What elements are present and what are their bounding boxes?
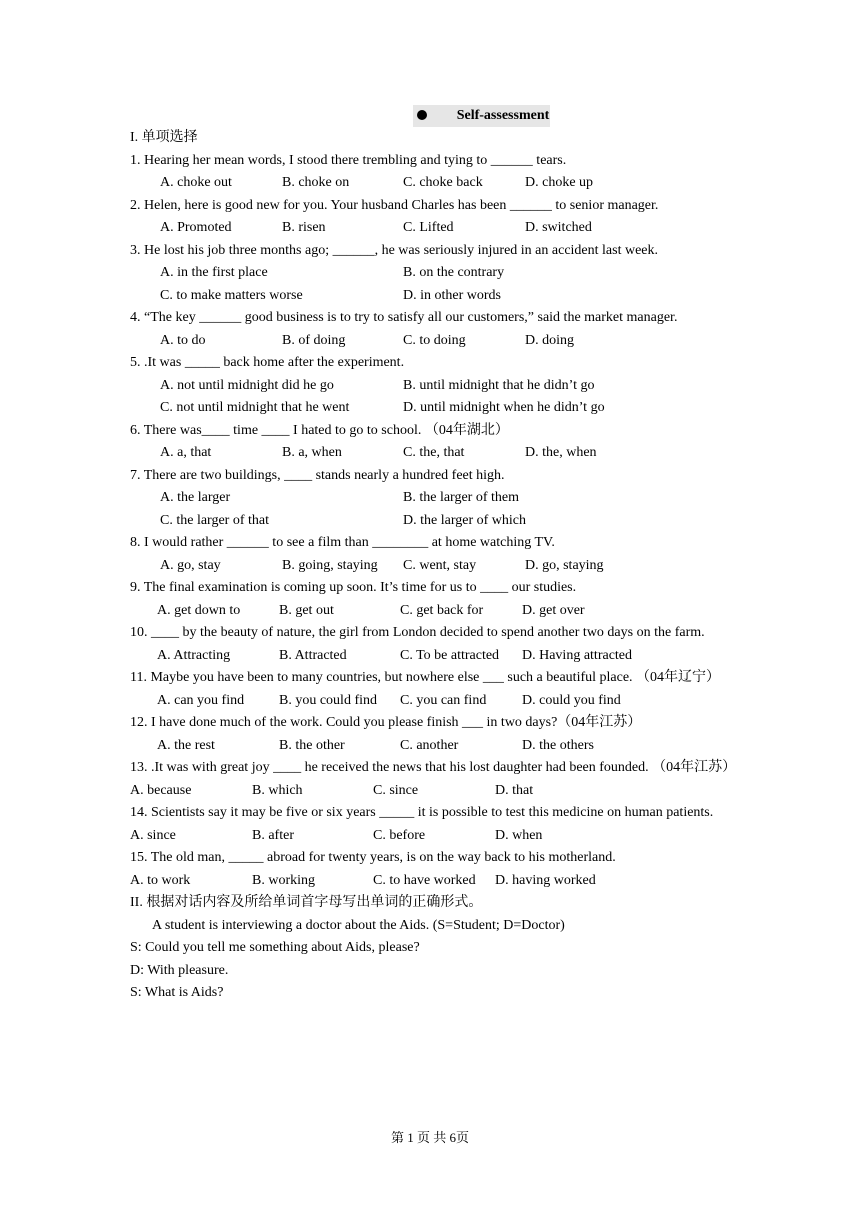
option-row xyxy=(130,262,733,285)
answer-option: B. get out xyxy=(279,602,334,618)
answer-option: A. Attracting xyxy=(157,647,231,663)
option-row xyxy=(130,825,733,848)
answer-option: A. not until midnight did he go xyxy=(160,377,334,393)
answer-option: A. choke out xyxy=(160,175,232,190)
option-row xyxy=(130,555,733,578)
answer-option: C. choke back xyxy=(403,175,483,190)
answer-option: B. the larger of them xyxy=(403,490,519,505)
option-row xyxy=(130,487,733,510)
answer-option: A. Promoted xyxy=(160,220,232,235)
option-row xyxy=(130,172,733,195)
answer-option: C. get back for xyxy=(400,602,484,618)
question-list xyxy=(130,150,737,893)
option-row xyxy=(130,442,733,465)
section-1-title: I. 单项选择 xyxy=(130,130,198,145)
answer-option: A. in the first place xyxy=(160,265,268,280)
answer-option: B. of doing xyxy=(282,332,346,348)
question-stem: 7. There are two buildings, ____ stands nearly a hundred feet high. xyxy=(130,467,505,483)
answer-option: D. could you find xyxy=(522,692,621,708)
question-stem: 6. There was____ time ____ I hated to go to school. （04年湖北） xyxy=(130,422,509,438)
page-title: Self-assessment xyxy=(456,108,550,123)
answer-option: D. doing xyxy=(525,332,574,348)
answer-option: B. after xyxy=(252,827,294,843)
question-item xyxy=(130,307,733,352)
section-2-intro: A student is interviewing a doctor about the Aids. (S=Student; D=Doctor) xyxy=(152,917,565,933)
question-stem: 4. “The key ______ good business is to try to satisfy all our customers,” said the market manager. xyxy=(130,310,678,325)
answer-option: C. went, stay xyxy=(403,557,477,573)
answer-option: B. Attracted xyxy=(279,647,347,663)
option-row xyxy=(130,285,733,308)
answer-option: A. a, that xyxy=(160,445,212,460)
question-stem: 14. Scientists say it may be five or six years _____ it is possible to test this medicine on human patients. xyxy=(130,805,714,820)
document-page xyxy=(130,105,737,1005)
option-row xyxy=(130,780,733,803)
question-stem: 8. I would rather ______ to see a film than ________ at home watching TV. xyxy=(130,535,555,550)
question-item xyxy=(130,352,733,420)
answer-option: D. until midnight when he didn’t go xyxy=(403,400,605,415)
option-row xyxy=(130,397,733,420)
question-item xyxy=(130,847,733,892)
answer-option: C. not until midnight that he went xyxy=(160,400,350,415)
answer-option: B. the other xyxy=(279,737,345,753)
section-2-title: II. 根据对话内容及所给单词首字母写出单词的正确形式。 xyxy=(130,895,483,910)
question-stem: 3. He lost his job three months ago; ______, he was seriously injured in an accident last week. xyxy=(130,242,659,258)
answer-option: B. going, staying xyxy=(282,557,378,573)
answer-option: D. when xyxy=(495,827,543,843)
answer-option: A. since xyxy=(130,827,176,843)
answer-option: D. the, when xyxy=(525,445,597,460)
header xyxy=(130,105,733,127)
answer-option: C. to doing xyxy=(403,332,466,348)
question-item xyxy=(130,622,733,667)
answer-option: A. can you find xyxy=(157,692,245,708)
answer-option: B. until midnight that he didn’t go xyxy=(403,377,595,393)
answer-option: C. Lifted xyxy=(403,220,454,235)
question-stem: 15. The old man, _____ abroad for twenty years, is on the way back to his motherland. xyxy=(130,850,616,865)
question-stem: 10. ____ by the beauty of nature, the girl from London decided to spend another two days on the farm. xyxy=(130,625,705,640)
answer-option: D. choke up xyxy=(525,175,594,190)
question-item xyxy=(130,667,733,712)
answer-option: A. the larger xyxy=(160,490,231,505)
bullet-icon xyxy=(417,110,427,120)
answer-option: C. another xyxy=(400,737,459,753)
option-row xyxy=(130,600,733,623)
question-item xyxy=(130,150,733,195)
answer-option: D. having worked xyxy=(495,872,596,888)
question-item xyxy=(130,532,733,577)
answer-option: B. which xyxy=(252,782,303,798)
answer-option: D. Having attracted xyxy=(522,647,633,663)
answer-option: D. in other words xyxy=(403,287,501,303)
question-stem: 5. .It was _____ back home after the experiment. xyxy=(130,355,405,370)
option-row xyxy=(130,375,733,398)
question-stem: 2. Helen, here is good new for you. Your husband Charles has been ______ to senior manager. xyxy=(130,197,659,213)
title-box xyxy=(413,105,551,127)
question-item xyxy=(130,757,737,802)
answer-option: C. since xyxy=(373,782,419,798)
question-item xyxy=(130,577,733,622)
answer-option: A. to do xyxy=(160,332,206,348)
answer-option: D. go, staying xyxy=(525,557,604,573)
answer-option: C. before xyxy=(373,827,426,843)
question-item xyxy=(130,420,733,465)
question-stem: 11. Maybe you have been to many countries, but nowhere else ___ such a beautiful place. （04年辽宁） xyxy=(130,670,721,685)
option-row xyxy=(130,690,733,713)
answer-option: B. working xyxy=(252,872,315,888)
option-row xyxy=(130,735,733,758)
question-stem: 9. The final examination is coming up soon. It’s time for us to ____ our studies. xyxy=(130,580,577,595)
dialogue-line: S: Could you tell me something about Aids, please? xyxy=(130,940,420,955)
answer-option: D. get over xyxy=(522,602,585,618)
question-item xyxy=(130,195,733,240)
page-footer: 第 1 页 共 6页 xyxy=(390,1130,469,1145)
dialogue xyxy=(130,937,733,1005)
answer-option: B. on the contrary xyxy=(403,265,505,280)
answer-option: B. a, when xyxy=(282,445,342,460)
answer-option: A. the rest xyxy=(157,737,215,753)
answer-option: A. to work xyxy=(130,872,191,888)
question-stem: 13. .It was with great joy ____ he received the news that his lost daughter had been founded. （04年江苏） xyxy=(130,760,737,775)
option-row xyxy=(130,645,733,668)
answer-option: B. choke on xyxy=(282,175,350,190)
question-item xyxy=(130,712,733,757)
option-row xyxy=(130,870,733,893)
question-stem: 12. I have done much of the work. Could you please finish ___ in two days?（04年江苏） xyxy=(130,715,642,730)
answer-option: C. to have worked xyxy=(373,872,476,888)
answer-option: A. go, stay xyxy=(160,557,221,573)
option-row xyxy=(130,510,733,533)
option-row xyxy=(130,217,733,240)
answer-option: C. the, that xyxy=(403,445,465,460)
question-item xyxy=(130,240,733,308)
answer-option: A. get down to xyxy=(157,602,241,618)
answer-option: D. the others xyxy=(522,737,594,753)
answer-option: D. the larger of which xyxy=(403,512,526,528)
question-item xyxy=(130,802,733,847)
option-row xyxy=(130,330,733,353)
answer-option: C. to make matters worse xyxy=(160,287,303,303)
answer-option: D. that xyxy=(495,782,534,798)
dialogue-line: S: What is Aids? xyxy=(130,985,224,1000)
answer-option: B. you could find xyxy=(279,692,377,708)
question-item xyxy=(130,465,733,533)
answer-option: C. To be attracted xyxy=(400,647,500,663)
dialogue-line: D: With pleasure. xyxy=(130,962,229,978)
question-stem: 1. Hearing her mean words, I stood there trembling and tying to ______ tears. xyxy=(130,152,567,168)
answer-option: D. switched xyxy=(525,220,592,235)
answer-option: C. you can find xyxy=(400,692,487,708)
answer-option: A. because xyxy=(130,782,192,798)
answer-option: C. the larger of that xyxy=(160,512,269,528)
answer-option: B. risen xyxy=(282,220,326,235)
